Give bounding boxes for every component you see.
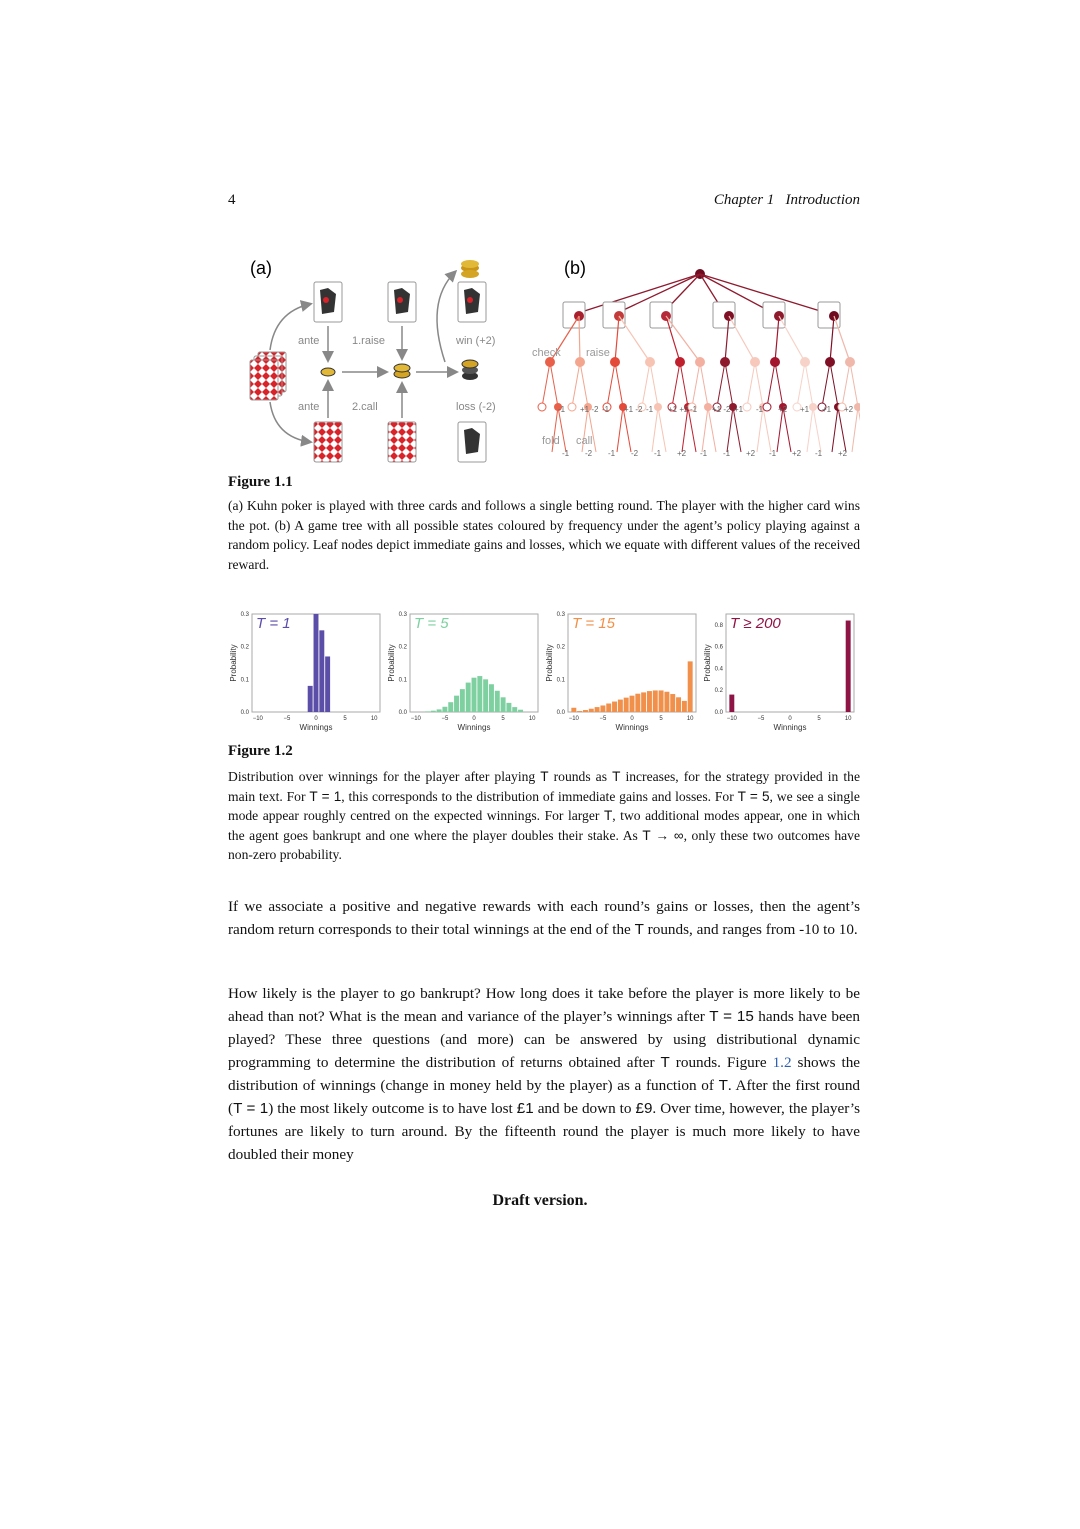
- chart-ylabel: Probability: [387, 644, 396, 682]
- mid-leaf-label: -1: [602, 405, 610, 414]
- chart-xlabel: Winnings: [457, 723, 491, 732]
- chart-xtick-label: 5: [501, 716, 505, 722]
- chart-bar: [577, 711, 582, 712]
- chart-ytick-label: 0.4: [714, 666, 723, 673]
- chart-title: T = 1: [256, 615, 291, 632]
- chart-bar: [659, 690, 664, 712]
- tree-edge-l3: [842, 362, 850, 407]
- tree-edge-l4: [658, 407, 666, 452]
- chart-ytick-label: 0.2: [714, 688, 723, 695]
- diamond-card-bottom-left: [314, 422, 342, 462]
- chart-ytick-label: 0.3: [556, 612, 565, 618]
- tree-edge-l2: [666, 316, 700, 362]
- chart-xtick-label: 0: [788, 716, 792, 722]
- chart-xtick-label: 10: [528, 716, 536, 722]
- chart-xtick-label: −10: [568, 716, 579, 722]
- label-check: check: [532, 347, 561, 359]
- chart-xlabel: Winnings: [299, 723, 333, 732]
- chart-title: T ≥ 200: [730, 615, 781, 632]
- chart-ytick-label: 0.2: [556, 644, 565, 651]
- chart-xtick-label: −10: [410, 716, 421, 722]
- mid-leaf-label: +2: [778, 405, 788, 414]
- body-paragraph-2: How likely is the player to go bankrupt? How long does it take before the player is more likely to be ahead than not? What is the mean and variance of the player’s winnings after T = 15 hands have been played? These three questions (and more) can be answered by using distributional dynamic programming to determine the distribution of returns obtained after T rounds. Figure 1.2 shows the distribution of winnings (change in money held by the player) as a function of T. After the first round (T = 1) the most likely outcome is to have lost £1 and be down to £9. Over time, however, the player’s fortunes are likely to turn around. By the fifteenth round the player is much more likely to have doubled their money: [228, 985, 861, 1163]
- chart-bar: [571, 708, 576, 712]
- chart-ytick-label: 0.0: [398, 710, 407, 716]
- bottom-leaf-label: -1: [815, 449, 823, 458]
- tree-level3-node: [854, 403, 860, 411]
- tree-edge-l2: [619, 316, 650, 362]
- chart-ytick-label: 0.0: [714, 710, 723, 716]
- mid-leaf-label: -1: [756, 405, 764, 414]
- chart-ytick-label: 0.2: [398, 644, 407, 651]
- panel-a-label: (a): [250, 258, 272, 278]
- body-paragraph-1: If we associate a positive and negative rewards with each round’s gains or losses, then the agent’s random return corresponds to their total winnings at the end of the T rounds, and ranges from -10 to 10.: [228, 898, 860, 938]
- deck-card-front: [250, 360, 278, 400]
- chart-xtick-label: 5: [817, 716, 821, 722]
- chart-xtick-label: −5: [757, 716, 765, 722]
- figure-ref-link[interactable]: 1.2: [772, 1054, 792, 1071]
- king-card-top-middle: [388, 282, 416, 322]
- bottom-leaf-label: -1: [723, 449, 731, 458]
- coin-stack-top: [461, 260, 479, 278]
- chart-ytick-label: 0.8: [714, 622, 723, 629]
- mid-leaf-label: +1 -2: [624, 405, 643, 414]
- chart-xtick-label: −10: [252, 716, 263, 722]
- bottom-leaf-label: +2: [677, 449, 687, 458]
- bottom-leaf-label: -1: [608, 449, 616, 458]
- mid-leaf-label: +1: [734, 405, 744, 414]
- mid-leaf-label: +1 +2: [668, 405, 689, 414]
- running-header: Chapter 1 Introduction: [713, 192, 860, 208]
- bottom-leaf-label: -1: [562, 449, 570, 458]
- tree-edge-l2: [834, 316, 850, 362]
- chart-bar: [670, 694, 675, 712]
- tree-edge-l3: [692, 362, 700, 407]
- tree-edge-l3: [550, 362, 558, 407]
- tree-edge-l2: [779, 316, 805, 362]
- chart-bar: [460, 689, 465, 712]
- mid-leaf-label: +1 -2: [712, 405, 731, 414]
- chart-title: T = 5: [414, 615, 449, 632]
- chart-bar: [314, 614, 319, 712]
- mid-leaf-label: +1: [822, 405, 832, 414]
- tree-edge-l4: [832, 407, 838, 452]
- chart-bar: [454, 696, 459, 712]
- chart-xtick-label: 5: [343, 716, 347, 722]
- mid-leaf-label: +1 -2: [580, 405, 599, 414]
- chart-xtick-label: 10: [686, 716, 694, 722]
- label-fold: fold: [542, 435, 560, 447]
- tree-edge-l3: [542, 362, 550, 407]
- chart-bar: [641, 692, 646, 712]
- chart-xtick-label: −5: [599, 716, 607, 722]
- figure-1-1-title: Figure 1.1: [228, 474, 293, 490]
- chart-ytick-label: 0.0: [240, 710, 249, 716]
- diamond-card-bottom-middle: [388, 422, 416, 462]
- tree-edge-l3: [615, 362, 623, 407]
- chart-bar: [518, 710, 523, 712]
- tree-edge-l3: [775, 362, 783, 407]
- tree-leaf-node: [568, 403, 576, 411]
- chart-bar: [583, 710, 588, 712]
- tree-edge-l3: [850, 362, 858, 407]
- chart-xtick-label: −10: [726, 716, 737, 722]
- chart-bar: [589, 709, 594, 712]
- chart-bar: [595, 707, 600, 712]
- bottom-leaf-label: +2: [792, 449, 802, 458]
- bottom-leaf-labels: [562, 449, 848, 458]
- figure-1-1-caption: (a) Kuhn poker is played with three cards and follows a single betting round. The player with the higher card wins the pot. (b) A game tree with all possible states coloured by frequency under the agent’s policy playing against a random policy. Leaf nodes depict immediate gains and losses, which we equate with different values of the received reward.: [228, 498, 860, 572]
- chart-bar: [448, 702, 453, 712]
- chart-xtick-label: 0: [314, 716, 318, 722]
- chart-ytick-label: 0.0: [556, 710, 565, 716]
- label-loss: loss (-2): [456, 401, 496, 413]
- tree-edge-l4: [858, 407, 860, 452]
- tree-edge-l3: [767, 362, 775, 407]
- jack-card-bottom-right: [458, 422, 486, 462]
- chart-bar: [512, 707, 517, 712]
- tree-edge-l3: [580, 362, 588, 407]
- tree-edge-l3: [797, 362, 805, 407]
- chart-ytick-label: 0.1: [398, 677, 407, 684]
- chart-bar: [431, 711, 436, 712]
- tree-edge-l4: [702, 407, 708, 452]
- chart-bar: [606, 704, 611, 712]
- chart-panel: [703, 614, 854, 732]
- chart-bar: [624, 698, 629, 712]
- chart-bar: [630, 696, 635, 712]
- tree-leaf-node: [538, 403, 546, 411]
- king-card-top-right: [458, 282, 486, 322]
- chart-bar: [472, 678, 477, 712]
- chart-bar: [647, 691, 652, 712]
- king-card-top-left: [314, 282, 342, 322]
- bottom-leaf-label: +2: [746, 449, 756, 458]
- chart-xtick-label: 10: [844, 716, 852, 722]
- mid-leaf-label: -1: [646, 405, 654, 414]
- tree-leaf-node: [743, 403, 751, 411]
- chart-bar: [489, 684, 494, 712]
- chart-panel: [545, 612, 696, 732]
- chart-bar: [506, 703, 511, 712]
- label-raise-b: raise: [586, 347, 610, 359]
- tree-edge-l4: [813, 407, 821, 452]
- game-tree: [538, 269, 860, 452]
- label-ante-top: ante: [298, 335, 320, 347]
- tree-edge-l3: [680, 362, 688, 407]
- tree-edge-l3: [700, 362, 708, 407]
- chart-bar: [319, 630, 324, 712]
- chart-bar: [846, 621, 851, 712]
- tree-edge-l3: [725, 362, 733, 407]
- footer-draft: Draft version.: [492, 1192, 588, 1209]
- tree-edge-l2: [729, 316, 755, 362]
- chart-bar: [688, 661, 693, 712]
- chart-ytick-label: 0.3: [240, 612, 249, 618]
- tree-edge-l3: [822, 362, 830, 407]
- mid-leaf-label: +1: [800, 405, 810, 414]
- chart-xtick-label: 5: [659, 716, 663, 722]
- tree-edge-l3: [805, 362, 813, 407]
- bottom-leaf-label: +2: [838, 449, 848, 458]
- chart-bar: [618, 700, 623, 712]
- page-number: 4: [228, 192, 236, 208]
- label-call: 2.call: [352, 401, 378, 413]
- chart-bar: [308, 686, 313, 712]
- chart-xtick-label: 10: [370, 716, 378, 722]
- chart-bar: [501, 697, 506, 712]
- chart-bar: [442, 707, 447, 712]
- chart-bar: [495, 691, 500, 712]
- chart-bar: [635, 694, 640, 712]
- tree-edge-l3: [755, 362, 763, 407]
- label-win: win (+2): [456, 335, 496, 347]
- panel-b-label: (b): [564, 258, 586, 278]
- chart-ylabel: Probability: [545, 644, 554, 682]
- tree-edge-l3: [607, 362, 615, 407]
- chart-title: T = 15: [572, 615, 615, 632]
- chart-bar: [477, 676, 482, 712]
- bottom-leaf-label: -1: [700, 449, 708, 458]
- chart-ytick-label: 0.1: [556, 677, 565, 684]
- figure-1-2: [226, 606, 866, 738]
- label-raise: 1.raise: [352, 335, 386, 347]
- label-call-b: call: [576, 435, 593, 447]
- bottom-leaf-label: -2: [585, 449, 593, 458]
- chart-bar: [664, 692, 669, 712]
- chart-bar: [437, 709, 442, 712]
- tree-edge-l3: [572, 362, 580, 407]
- chart-panel: [229, 612, 380, 732]
- mid-leaf-label: -1: [690, 405, 698, 414]
- coin-single: [321, 368, 335, 376]
- label-ante-bottom: ante: [298, 401, 320, 413]
- tree-edge-l3: [717, 362, 725, 407]
- chart-bar: [729, 695, 734, 712]
- chart-xtick-label: 0: [630, 716, 634, 722]
- tree-edge-l3: [747, 362, 755, 407]
- mid-leaf-label: -1: [558, 405, 566, 414]
- chart-xlabel: Winnings: [773, 723, 807, 732]
- chart-ytick-label: 0.6: [714, 644, 723, 651]
- figure-1-2-title: Figure 1.2: [228, 743, 293, 759]
- chart-bar: [653, 690, 658, 712]
- tree-edge-l4: [763, 407, 771, 452]
- coin-stack-right: [462, 360, 478, 380]
- chart-ytick-label: 0.1: [240, 677, 249, 684]
- chart-ytick-label: 0.3: [398, 612, 407, 618]
- chart-bar: [612, 702, 617, 712]
- chart-ylabel: Probability: [229, 644, 238, 682]
- chart-xtick-label: −5: [441, 716, 449, 722]
- chart-bar: [466, 683, 471, 712]
- bottom-leaf-label: -1: [654, 449, 662, 458]
- bottom-leaf-label: -2: [631, 449, 639, 458]
- chart-ylabel: Probability: [703, 644, 712, 682]
- figure-1-1: [230, 252, 860, 467]
- tree-edge-l3: [642, 362, 650, 407]
- chart-bar: [600, 705, 605, 712]
- chart-bar: [682, 701, 687, 712]
- tree-edge-l3: [830, 362, 838, 407]
- tree-leaf-node: [763, 403, 771, 411]
- chart-xlabel: Winnings: [615, 723, 649, 732]
- chart-ytick-label: 0.2: [240, 644, 249, 651]
- chart-bar: [483, 679, 488, 712]
- arrow-stack-to-win: [437, 272, 455, 362]
- tree-edge-l2: [666, 316, 680, 362]
- chart-panel: [387, 612, 538, 732]
- tree-edge-l4: [617, 407, 623, 452]
- chart-xtick-label: −5: [283, 716, 291, 722]
- bottom-leaf-label: -1: [769, 449, 777, 458]
- figure-1-2-caption: Distribution over winnings for the player after playing T rounds as T increases, for the strategy provided in the main text. For T = 1, this corresponds to the distribution of immediate gains and losses. For T = 5, we see a single mode appear roughly centred on the expected winnings. For larger T, two additional modes appear, one in which the agent goes bankrupt and one where the player doubles their stake. As T → ∞, only these two outcomes have non-zero probability.: [228, 769, 860, 862]
- coin-pair: [394, 364, 410, 378]
- chart-bar: [425, 711, 430, 712]
- chart-bar: [325, 656, 330, 712]
- chart-bar: [676, 697, 681, 712]
- tree-edge-l3: [672, 362, 680, 407]
- chart-xtick-label: 0: [472, 716, 476, 722]
- mid-leaf-label: +2: [844, 405, 854, 414]
- tree-edge-l3: [650, 362, 658, 407]
